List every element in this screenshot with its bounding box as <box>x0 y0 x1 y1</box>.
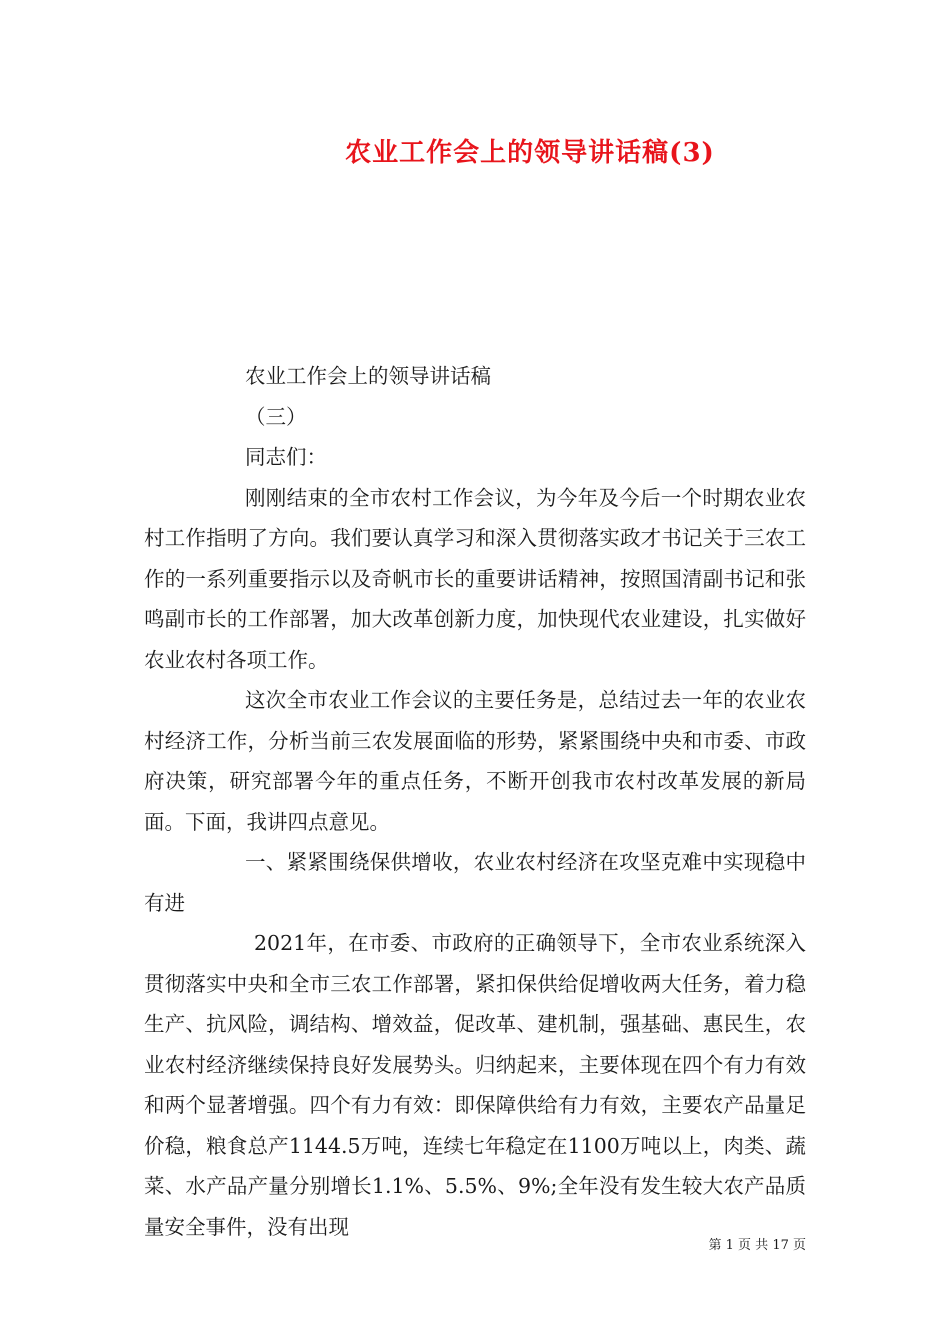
salutation: 同志们： <box>245 445 327 469</box>
section-heading-1: 一、紧紧围绕保供增收，农业农村经济在攻坚克难中实现稳中有进 <box>144 850 806 915</box>
paragraph-2: 这次全市农业工作会议的主要任务是，总结过去一年的农业农村经济工作，分析当前三农发展面临的形势，紧紧围绕中央和市委、市政府决策，研究部署今年的重点任务，不断开创我市农村改革发展的新局面。下面，我讲四点意见。 <box>144 688 806 834</box>
paragraph-1: 刚刚结束的全市农村工作会议，为今年及今后一个时期农业农村工作指明了方向。我们要认真学习和深入贯彻落实政才书记关于三农工作的一系列重要指示以及奇帆市长的重要讲话精神，按照国清副书记和张鸣副市长的工作部署，加大改革创新力度，加快现代农业建设，扎实做好农业农村各项工作。 <box>144 485 806 672</box>
page-indicator: 第 1 页 共 17 页 <box>708 1238 806 1253</box>
paragraph-3: 2021年，在市委、市政府的正确领导下，全市农业系统深入贯彻落实中央和全市三农工作部署，紧扣保供给促增收两大任务，着力稳生产、抗风险，调结构、增效益，促改革、建机制，强基础、惠民生，农业农村经济继续保持良好发展势头。归纳起来，主要体现在四个有力有效和两个显著增强。四个有力有效：即保障供给有力有效，主要农产品量足价稳，粮食总产1144.5万吨，连续七年稳定在1100万吨以上，肉类、蔬菜、水产品产量分别增长1.1%、5.5%、9%;全年没有发生较大农产品质量安全事件，没有出现 <box>144 931 806 1239</box>
section-marker: （三） <box>245 404 307 429</box>
document-title: 农业工作会上的领导讲话稿(3) <box>345 138 715 168</box>
document-body <box>144 356 806 1247</box>
document-subtitle: 农业工作会上的领导讲话稿 <box>245 364 491 388</box>
